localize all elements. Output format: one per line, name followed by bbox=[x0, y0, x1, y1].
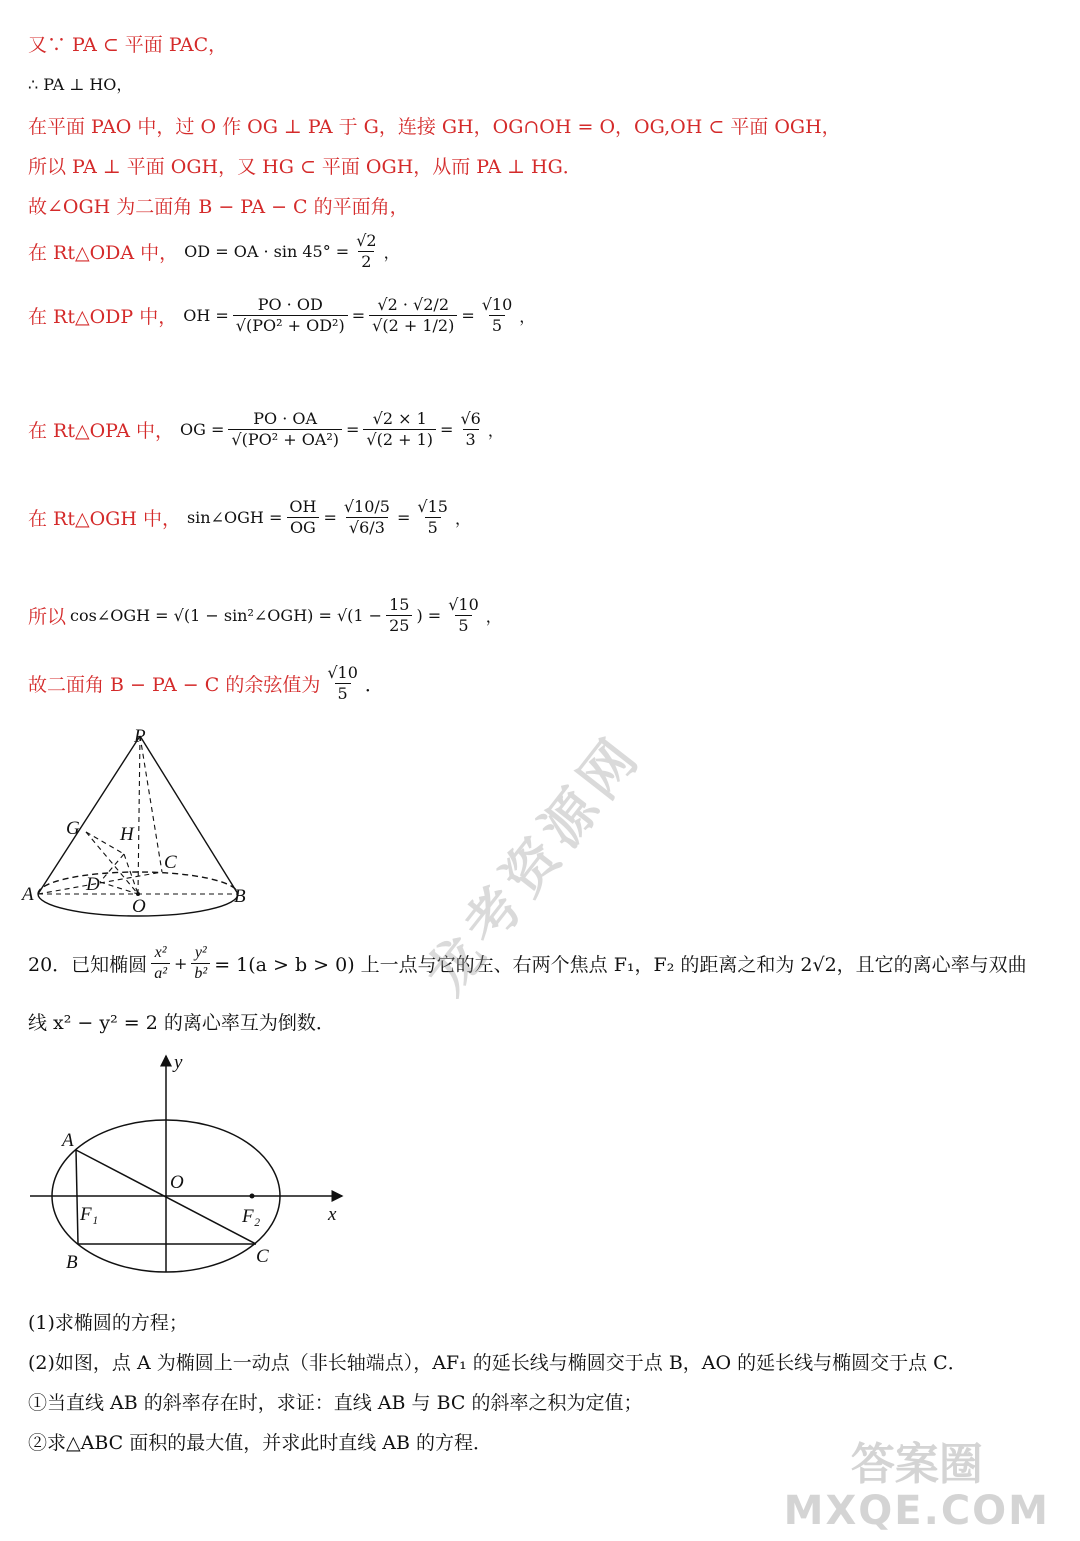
line7-d1: √(PO² + OD²) bbox=[233, 315, 348, 335]
line6-equation: OD = OA · sin 45° = bbox=[184, 242, 350, 262]
line10-inner-frac bbox=[386, 596, 412, 636]
p20-plus: + bbox=[173, 954, 188, 974]
line10-eq: cos∠OGH = √(1 − sin²∠OGH) = √(1 − bbox=[70, 606, 383, 626]
line9-frac1 bbox=[286, 498, 319, 538]
edge-PC bbox=[140, 736, 162, 872]
line8-frac1 bbox=[228, 410, 342, 450]
solution-line-1: 又∵ PA ⊂ 平面 PAC， bbox=[28, 34, 228, 56]
label-P: P bbox=[134, 726, 146, 747]
line6-fraction bbox=[353, 232, 379, 272]
line7-n1: PO · OD bbox=[257, 295, 323, 314]
line8-n2: √2 × 1 bbox=[372, 409, 427, 428]
line7-frac2 bbox=[369, 296, 457, 336]
question-2-part-2: ②求△ABC 面积的最大值，并求此时直线 AB 的方程． bbox=[28, 1432, 492, 1454]
line10-fn: 15 bbox=[389, 595, 410, 614]
line7-n3: √10 bbox=[481, 295, 513, 314]
seg-HD bbox=[100, 854, 124, 882]
solution-line-11 bbox=[28, 664, 384, 704]
line6-prefix: 在 Rt△ODA 中， bbox=[28, 242, 179, 265]
seg-GH bbox=[86, 832, 124, 854]
solution-line-4: 所以 PA ⊥ 平面 OGH，又 HG ⊂ 平面 OGH，从而 PA ⊥ HG． bbox=[28, 156, 582, 178]
line8-frac3 bbox=[457, 410, 483, 450]
line10-d: 5 bbox=[455, 615, 471, 635]
label-A: A bbox=[62, 1130, 74, 1151]
corner-watermark bbox=[783, 1438, 1050, 1534]
line7-frac3 bbox=[479, 296, 516, 336]
line10-close: ) = bbox=[416, 606, 442, 626]
p20-fx-den: a² bbox=[151, 963, 170, 983]
line7-d3: 5 bbox=[489, 315, 505, 335]
line7-frac1 bbox=[233, 296, 348, 336]
label-C: C bbox=[256, 1246, 269, 1267]
line9-d1: OG bbox=[287, 517, 319, 537]
line9-d3: 5 bbox=[425, 517, 441, 537]
line10-n: √10 bbox=[448, 595, 479, 614]
label-C: C bbox=[164, 852, 177, 873]
question-1: (1)求椭圆的方程； bbox=[28, 1312, 188, 1334]
ellipse-figure bbox=[24, 1050, 354, 1280]
label-B: B bbox=[66, 1252, 78, 1273]
p20-frac-x bbox=[151, 944, 170, 984]
line7-prefix: 在 Rt△ODP 中， bbox=[28, 306, 178, 329]
solution-line-2: ∴ PA ⊥ HO， bbox=[28, 75, 133, 94]
line11-fraction bbox=[324, 664, 361, 704]
line8-lhs: OG = bbox=[179, 420, 225, 440]
p20-prefix: 20．已知椭圆 bbox=[28, 954, 148, 977]
label-B: B bbox=[234, 886, 246, 907]
question-2-part-1: ①当直线 AB 的斜率存在时，求证：直线 AB 与 BC 的斜率之积为定值； bbox=[28, 1392, 643, 1414]
chord-AC bbox=[38, 872, 162, 894]
problem20-line-2: 线 x² − y² = 2 的离心率互为倒数． bbox=[28, 1012, 335, 1034]
line8-prefix: 在 Rt△OPA 中， bbox=[28, 420, 174, 443]
solution-line-9: 在 Rt△OGH 中， sin∠OGH = $\frac{OH}{OG}$ = $\frac{√10/5}{√6/3}$ = $\frac{√15}{5}$ ， bbox=[28, 497, 471, 538]
p20-frac-y bbox=[191, 944, 210, 984]
corner-watermark-top: 答案圈 bbox=[850, 1438, 983, 1490]
line8-n1: PO · OA bbox=[253, 409, 318, 428]
line7-lhs: OH = bbox=[183, 306, 229, 326]
corner-watermark-bottom: MXQE.COM bbox=[783, 1488, 1050, 1534]
edge-PO bbox=[138, 736, 140, 894]
solution-line-10: 所以 cos∠OGH = √(1 − sin²∠OGH) = √(1 − $\frac{15}{25}$ ) = $\frac{√10}{5}$ ， bbox=[28, 595, 502, 636]
line-AB bbox=[76, 1150, 78, 1244]
line8-d1: √(PO² + OA²) bbox=[228, 429, 342, 449]
line7-d2: √(2 + 1/2) bbox=[369, 315, 457, 335]
line10-result bbox=[445, 596, 482, 636]
diagonal-watermark: 龙考资源网 bbox=[413, 722, 655, 1006]
p20-fy-num: y² bbox=[194, 944, 207, 961]
solution-line-3: 在平面 PAO 中，过 O 作 OG ⊥ PA 于 G，连接 GH，OG∩OH = O，OG,OH ⊂ 平面 OGH， bbox=[28, 116, 841, 138]
p20-fx-num: x² bbox=[154, 944, 167, 961]
label-H: H bbox=[120, 824, 134, 845]
label-A: A bbox=[22, 884, 34, 905]
label-G: G bbox=[66, 818, 80, 839]
line9-prefix: 在 Rt△OGH 中， bbox=[28, 508, 181, 531]
label-O: O bbox=[132, 896, 146, 917]
solution-line-6: 在 Rt△ODA 中， OD = OA · sin 45° = $\frac{√2}{2}$ ， bbox=[28, 231, 400, 272]
line10-prefix: 所以 bbox=[28, 606, 67, 629]
label-y: y bbox=[174, 1052, 183, 1073]
line9-lhs: sin∠OGH = bbox=[186, 508, 283, 528]
line6-num: √2 bbox=[356, 231, 377, 250]
line11-d: 5 bbox=[335, 683, 351, 703]
line8-d3: 3 bbox=[463, 429, 479, 449]
line9-frac3 bbox=[414, 498, 451, 538]
line11-prefix: 故二面角 B − PA − C 的余弦值为 bbox=[28, 674, 321, 697]
solution-line-5: 故∠OGH 为二面角 B − PA − C 的平面角， bbox=[28, 196, 409, 218]
p20-fy-den: b² bbox=[191, 963, 210, 983]
line7-n2: √2 · √2/2 bbox=[377, 295, 449, 314]
focus-F2 bbox=[250, 1194, 255, 1199]
line11-n: √10 bbox=[327, 663, 358, 682]
line11-end: ． bbox=[364, 674, 384, 697]
label-x: x bbox=[328, 1204, 337, 1225]
problem20-line-1 bbox=[28, 944, 1027, 984]
label-F2: F₂ bbox=[242, 1206, 261, 1227]
line10-fd: 25 bbox=[386, 615, 412, 635]
cone-figure bbox=[20, 722, 280, 922]
line9-n1: OH bbox=[289, 497, 317, 516]
line9-frac2 bbox=[341, 498, 393, 538]
label-O: O bbox=[170, 1172, 184, 1193]
question-2: (2)如图，点 A 为椭圆上一动点（非长轴端点），AF₁ 的延长线与椭圆交于点 B，AO 的延长线与椭圆交于点 C． bbox=[28, 1352, 967, 1374]
line9-d2: √6/3 bbox=[346, 517, 388, 537]
line8-n3: √6 bbox=[460, 409, 481, 428]
line9-n3: √15 bbox=[417, 497, 448, 516]
line6-den: 2 bbox=[358, 251, 374, 271]
solution-line-7: 在 Rt△ODP 中， OH = $\frac{PO \cdot OD}{\text{√(PO² + OD²)}}$ = $\frac{√2 \cdot √2/2}{√(2 + 1/2)}$ = $\frac{√10}{5}$ ， bbox=[28, 295, 536, 336]
label-D: D bbox=[86, 874, 100, 895]
label-F1: F₁ bbox=[80, 1204, 99, 1225]
line8-d2: √(2 + 1) bbox=[363, 429, 436, 449]
edge-PB bbox=[140, 736, 238, 894]
edge-PA bbox=[38, 736, 140, 894]
line9-n2: √10/5 bbox=[343, 497, 390, 516]
seg-HO bbox=[124, 854, 138, 894]
line8-frac2 bbox=[363, 410, 436, 450]
p20-equation-rest: = 1(a > b > 0) 上一点与它的左、右两个焦点 F₁，F₂ 的距离之和为 2√2，且它的离心率与双曲 bbox=[214, 954, 1027, 977]
solution-line-8: 在 Rt△OPA 中， OG = $\frac{PO \cdot OA}{\text{√(PO² + OA²)}}$ = $\frac{√2 \times 1}{√(2 + 1)}$ = $\frac{√6}{3}$ ， bbox=[28, 409, 504, 450]
